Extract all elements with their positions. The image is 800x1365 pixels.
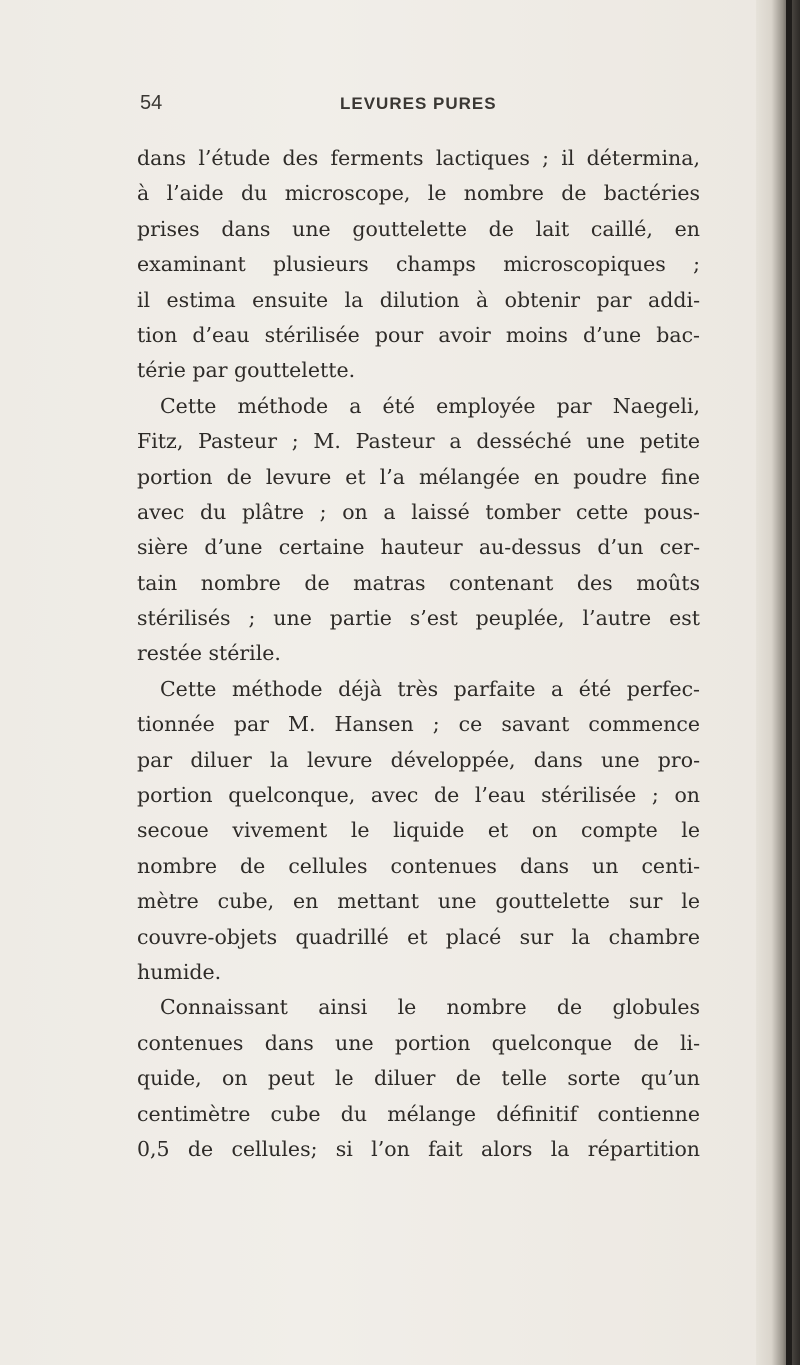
- text-line: il estima ensuite la dilution à obtenir par addi-: [137, 287, 700, 312]
- text-line: 0,5 de cellules; si l’on fait alors la répartition: [137, 1136, 700, 1161]
- text-line: restée stérile.: [137, 641, 281, 666]
- running-title: LEVURES PURES: [340, 94, 497, 113]
- text-line: sière d’une certaine hauteur au-dessus d’un cer-: [137, 535, 700, 560]
- text-line: nombre de cellules contenues dans un centi-: [137, 853, 700, 878]
- text-line: Connaissant ainsi le nombre de globules: [160, 995, 700, 1020]
- text-line: quide, on peut le diluer de telle sorte qu’un: [137, 1066, 700, 1091]
- text-line: secoue vivement le liquide et on compte le: [137, 818, 700, 843]
- text-line: humide.: [137, 959, 222, 984]
- text-line: à l’aide du microscope, le nombre de bactéries: [137, 181, 700, 206]
- text-line: tain nombre de matras contenant des moûts: [137, 570, 700, 595]
- text-line: prises dans une gouttelette de lait caillé, en: [137, 216, 700, 241]
- text-line: stérilisés ; une partie s’est peuplée, l’autre est: [137, 606, 700, 631]
- text-line: tionnée par M. Hansen ; ce savant commence: [137, 712, 700, 737]
- page-header: [140, 92, 700, 122]
- text-line: Fitz, Pasteur ; M. Pasteur a desséché une petite: [137, 429, 700, 454]
- text-line: couvre-objets quadrillé et placé sur la chambre: [137, 924, 700, 949]
- text-line: par diluer la levure développée, dans une pro-: [137, 747, 700, 772]
- text-line: Cette méthode déjà très parfaite a été perfec-: [160, 676, 700, 701]
- text-line: examinant plusieurs champs microscopiques ;: [137, 252, 700, 277]
- text-line: Cette méthode a été employée par Naegeli,: [160, 393, 700, 418]
- text-line: tion d’eau stérilisée pour avoir moins d’une bac-: [137, 322, 700, 347]
- text-line: portion quelconque, avec de l’eau stérilisée ; on: [137, 783, 700, 808]
- page-number: 54: [140, 92, 163, 114]
- text-line: contenues dans une portion quelconque de li-: [137, 1030, 700, 1055]
- page-gutter-shadow: [756, 0, 800, 1365]
- body-text: [137, 141, 700, 1167]
- text-line: avec du plâtre ; on a laissé tomber cette pous-: [137, 499, 700, 524]
- text-line: centimètre cube du mélange définitif contienne: [137, 1101, 700, 1126]
- text-line: mètre cube, en mettant une gouttelette sur le: [137, 889, 700, 914]
- text-line: dans l’étude des ferments lactiques ; il détermina,: [137, 146, 700, 170]
- book-binding-edge: [786, 0, 792, 1365]
- text-line: térie par gouttelette.: [137, 358, 356, 383]
- text-line: portion de levure et l’a mélangée en poudre fine: [137, 464, 700, 489]
